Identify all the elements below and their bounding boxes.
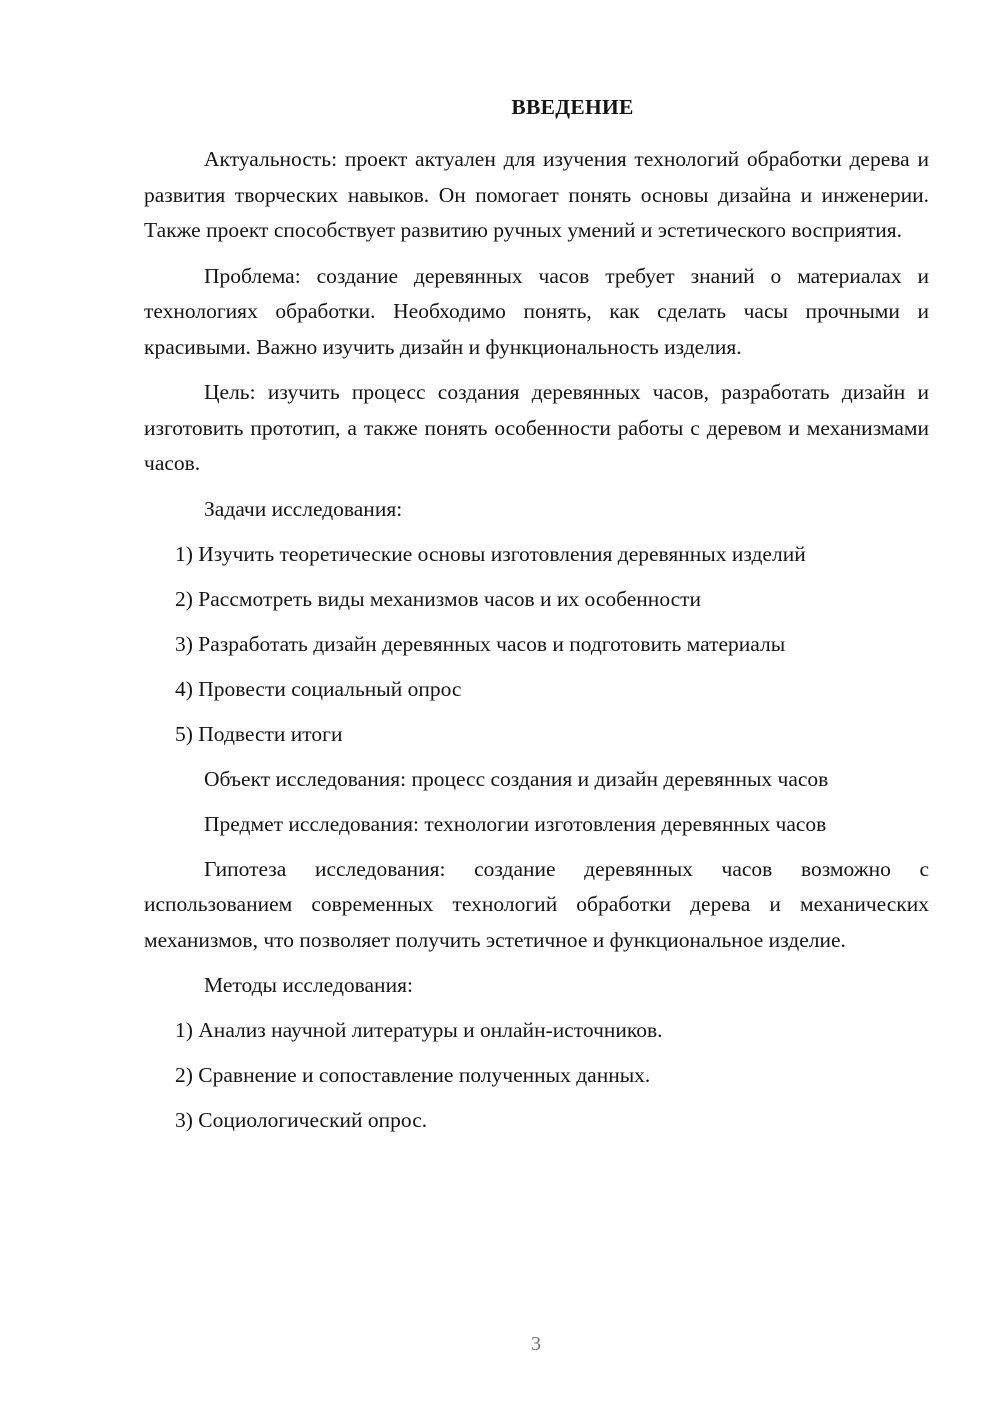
section-title: ВВЕДЕНИЕ (511, 95, 634, 119)
tasks-heading: Задачи исследования: (204, 496, 403, 521)
task-item: 5) Подвести итоги (175, 721, 343, 746)
task-item: 2) Рассмотреть виды механизмов часов и их особенности (175, 586, 702, 611)
relevance-paragraph: Актуальность: проект актуален для изучения технологий обработки дерева и развития творческих навыков. Он помогает понять основы дизайна и инженерии. Также проект способствует развитию ручных умений и эстетического восприятия. (144, 147, 929, 242)
hypothesis-paragraph: Гипотеза исследования: создание деревянных часов возможно с использованием современных технологий обработки дерева и механических механизмов, что позволяет получить эстетичное и функциональное изделие. (144, 856, 929, 952)
page-content (144, 92, 929, 1148)
page-number: 3 (531, 1333, 541, 1355)
method-item: 1) Анализ научной литературы и онлайн-источников. (175, 1018, 663, 1042)
problem-paragraph: Проблема: создание деревянных часов требует знаний о материалах и технологиях обработки. Необходимо понять, как сделать часы прочными и красивыми. Важно изучить дизайн и функциональность изделия. (144, 263, 929, 359)
methods-heading: Методы исследования: (204, 973, 413, 997)
method-item: 3) Социологический опрос. (175, 1108, 428, 1132)
task-item: 1) Изучить теоретические основы изготовления деревянных изделий (175, 541, 806, 566)
object-line: Объект исследования: процесс создания и дизайн деревянных часов (204, 766, 829, 791)
goal-paragraph: Цель: изучить процесс создания деревянных часов, разработать дизайн и изготовить прототип, а также понять особенности работы с деревом и механизмами часов. (144, 380, 929, 475)
task-item: 4) Провести социальный опрос (175, 676, 462, 701)
method-item: 2) Сравнение и сопоставление полученных данных. (175, 1063, 651, 1087)
task-item: 3) Разработать дизайн деревянных часов и подготовить материалы (175, 631, 786, 656)
subject-line: Предмет исследования: технологии изготовления деревянных часов (204, 811, 827, 836)
